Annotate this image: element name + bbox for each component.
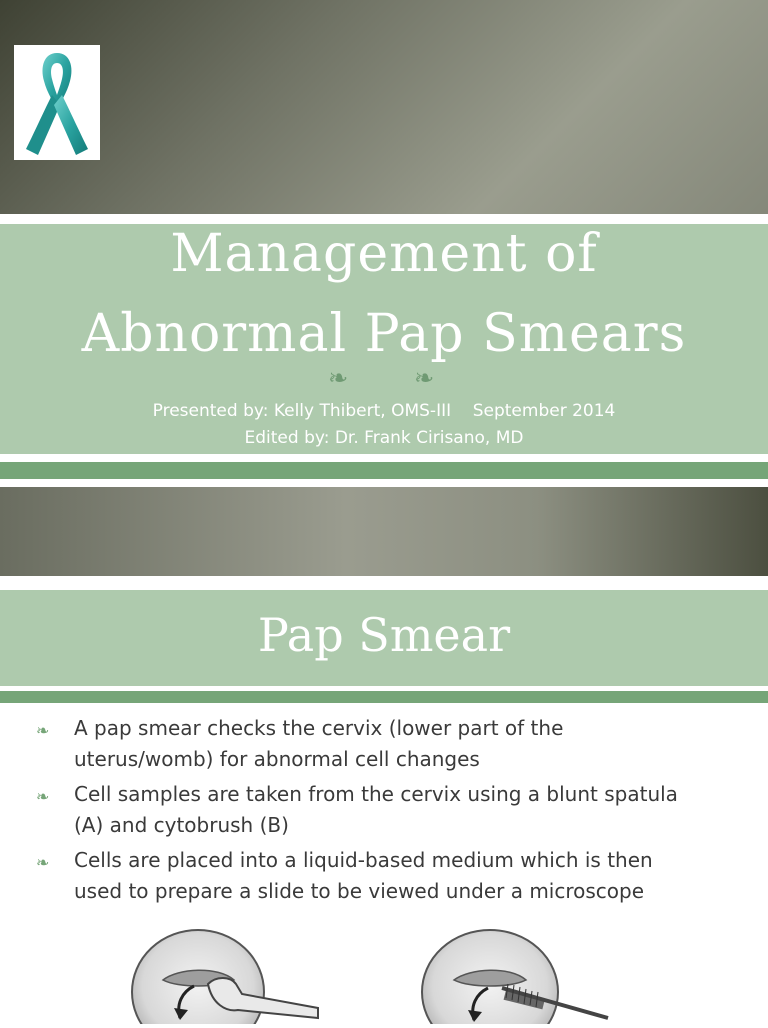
logo-box (14, 45, 100, 160)
slide1-header-gradient (0, 0, 768, 214)
accent-stripe (0, 462, 768, 479)
bullet-line: uterus/womb) for abnormal cell changes (74, 747, 480, 771)
cervix-cytobrush-illustration (398, 922, 643, 1024)
separator (0, 576, 768, 590)
bullet-line: Cells are placed into a liquid-based medium which is then (74, 848, 653, 872)
fleuron-bullet-icon: ❧ (36, 853, 50, 872)
fleuron-bullet-icon: ❧ (36, 787, 50, 806)
bullet-line: A pap smear checks the cervix (lower part of the (74, 716, 564, 740)
awareness-ribbon-icon (14, 45, 100, 160)
title-line-1: Management of (170, 224, 598, 284)
bullet-line: used to prepare a slide to be viewed under a microscope (74, 879, 645, 903)
accent-stripe (0, 691, 768, 703)
heading-band (0, 590, 768, 686)
cervix-spatula-illustration (108, 922, 353, 1024)
title-band (0, 224, 768, 454)
separator (0, 214, 768, 224)
slide-heading: Pap Smear (257, 608, 511, 662)
fleuron-ornament-icon: ❧ (328, 364, 349, 392)
bullet-text (74, 845, 734, 907)
bullet-line: Cell samples are taken from the cervix using a blunt spatula (74, 782, 678, 806)
title-line-2: Abnormal Pap Smears (81, 304, 687, 364)
fleuron-ornament-icon: ❧ (414, 364, 435, 392)
presenter-line: Presented by: Kelly Thibert, OMS-III September 2014 (152, 401, 616, 421)
bullet-line: (A) and cytobrush (B) (74, 813, 289, 837)
fleuron-bullet-icon: ❧ (36, 721, 50, 740)
bullet-text (74, 779, 734, 841)
editor-line: Edited by: Dr. Frank Cirisano, MD (244, 428, 524, 448)
bullet-text (74, 713, 734, 775)
separator (0, 454, 768, 462)
slide2-header-gradient (0, 487, 768, 576)
separator (0, 479, 768, 487)
